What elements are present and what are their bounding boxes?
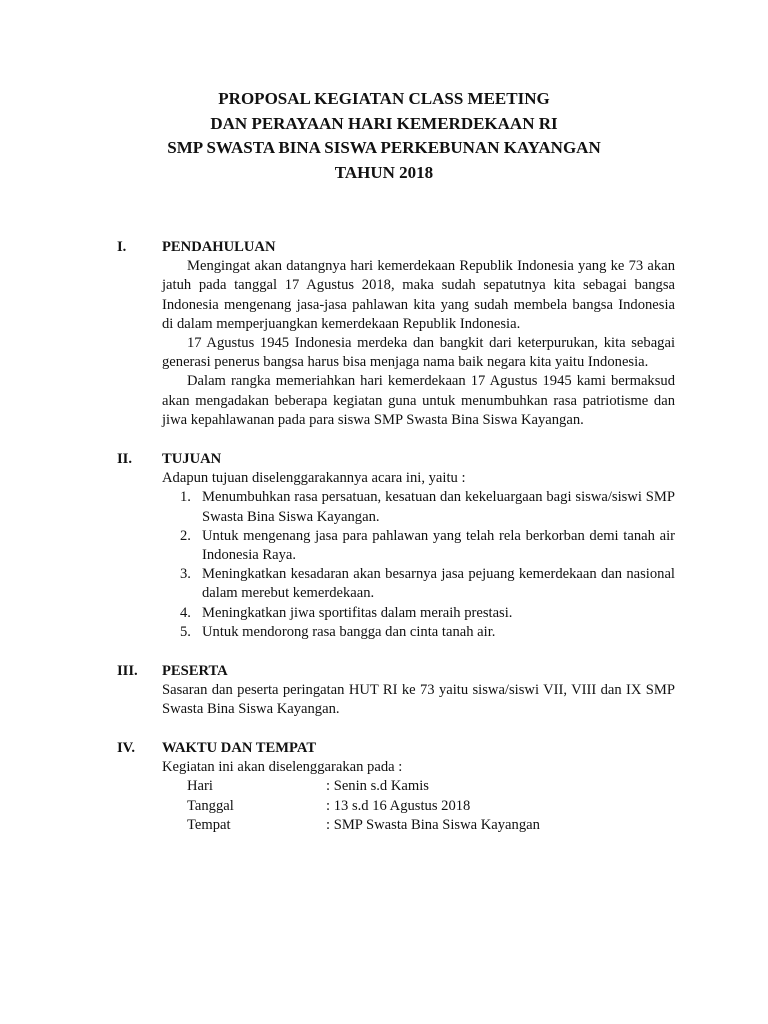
section-title: WAKTU DAN TEMPAT [162,740,317,756]
section-heading [117,450,675,469]
paragraph: Dalam rangka memeriahkan hari kemerdekaan 17 Agustus 1945 kami bermaksud akan mengadakan beberapa kegiatan guna untuk menumbuhkan rasa patriotisme dan jiwa kepahlawanan pada para siswa SMP Swasta Bina Siswa Kayangan. [162,373,675,428]
section-number: II. [117,451,133,467]
title-line-3: SMP SWASTA BINA SISWA PERKEBUNAN KAYANGAN [167,138,601,157]
schedule-value: : Senin s.d Kamis [326,778,429,795]
schedule-label: Hari [187,778,213,795]
section-body [162,257,675,430]
section-title: PENDAHULUAN [162,239,276,255]
title-line-2: DAN PERAYAAN HARI KEMERDEKAAN RI [210,113,558,133]
section-body [162,681,675,719]
title-line-1: PROPOSAL KEGIATAN CLASS MEETING [218,89,550,108]
section-waktu-tempat [117,739,675,835]
section-heading [117,662,675,681]
list-item: 5. Untuk mendorong rasa bangga dan cinta tanah air. [180,623,496,640]
schedule-row [162,816,675,835]
section-heading [117,739,675,758]
document-title [0,87,768,185]
title-line-4: TAHUN 2018 [334,162,434,182]
section-pendahuluan [117,238,675,430]
section-peserta [117,662,675,720]
paragraph: 17 Agustus 1945 Indonesia merdeka dan bangkit dari keterpurukan, kita sebagai generasi penerus bangsa harus bisa menjaga nama baik negara kita yaitu Indonesia. [162,335,675,371]
section-title: PESERTA [162,663,228,679]
schedule-row [162,777,675,796]
list-item: 3. Meningkatkan kesadaran akan besarnya jasa pejuang kemerdekaan dan nasional dalam merebut kemerdekaan. [180,566,675,602]
section-tujuan [117,450,675,642]
list-item: 2. Untuk mengenang jasa para pahlawan yang telah rela berkorban demi tanah air Indonesia Raya. [180,527,675,563]
schedule-value: : 13 s.d 16 Agustus 2018 [326,797,471,814]
section-body [162,758,675,835]
list-intro: Adapun tujuan diselenggarakannya acara ini, yaitu : [162,470,466,487]
schedule-label: Tempat [187,816,231,833]
section-title: TUJUAN [162,451,222,467]
list-item: 1. Menumbuhkan rasa persatuan, kesatuan dan kekeluargaan bagi siswa/siswi SMP Swasta Bina Siswa Kayangan. [180,489,675,525]
section-number: IV. [117,740,135,756]
objectives-list [162,488,675,642]
section-heading [117,238,675,257]
schedule-value: : SMP Swasta Bina Siswa Kayangan [326,816,540,833]
section-body [162,469,675,642]
section-number: I. [117,239,127,255]
schedule-intro: Kegiatan ini akan diselenggarakan pada : [162,759,403,776]
paragraph: Mengingat akan datangnya hari kemerdekaan Republik Indonesia yang ke 73 akan jatuh pada tanggal 17 Agustus 2018, maka sudah sepatutnya kita sebagai bangsa Indonesia mengenang jasa-jasa pahlawan kita yang sudah membela bangsa Indonesia di dalam memperjuangkan kemerdekaan Republik Indonesia. [162,258,675,332]
section-number: III. [117,663,138,679]
list-item: 4. Meningkatkan jiwa sportifitas dalam meraih prestasi. [180,604,513,621]
schedule-label: Tanggal [187,797,234,814]
schedule-row [162,797,675,816]
paragraph: Sasaran dan peserta peringatan HUT RI ke 73 yaitu siswa/siswi VII, VIII dan IX SMP Swasta Bina Siswa Kayangan. [162,682,675,718]
